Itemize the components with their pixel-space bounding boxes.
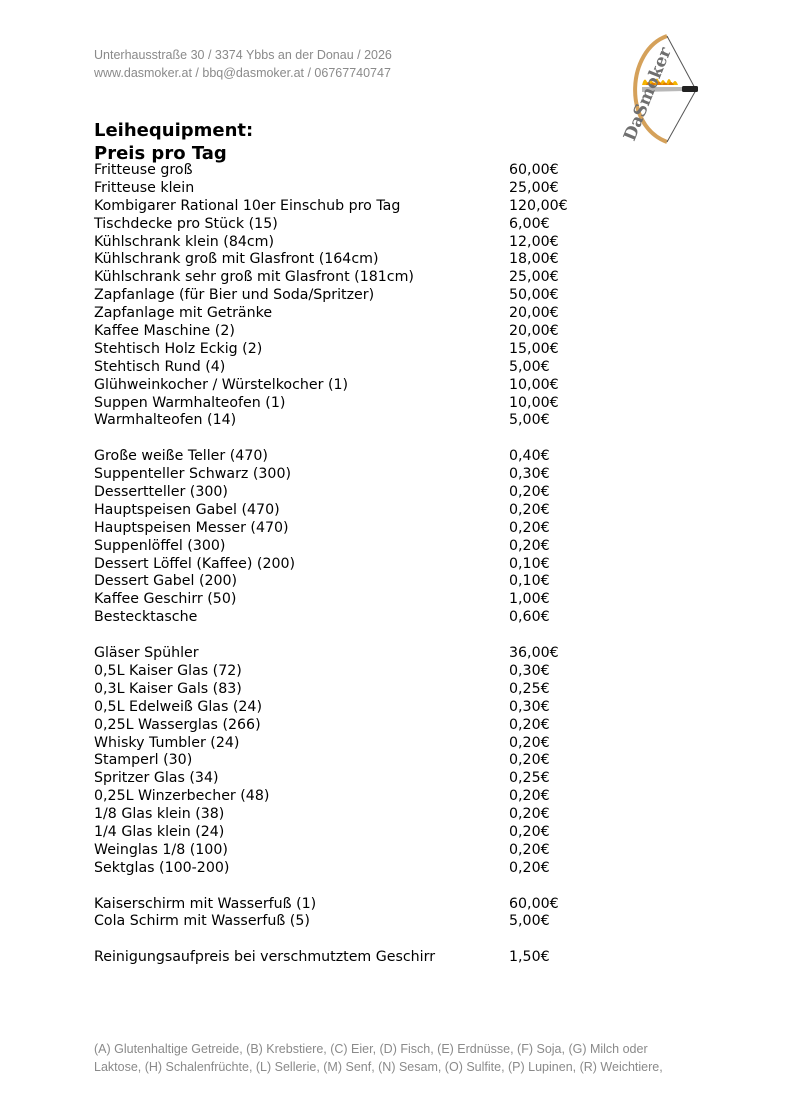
item-price: 1,00€: [509, 591, 550, 608]
logo-graphic: [612, 30, 712, 150]
item-price: 0,60€: [509, 609, 550, 626]
item-price: 0,20€: [509, 501, 550, 518]
item-label: Kaffee Geschirr (50): [94, 591, 237, 608]
item-label: Große weiße Teller (470): [94, 448, 268, 465]
price-row: [94, 788, 614, 806]
contact-line: www.dasmoker.at / bbq@dasmoker.at / 06767740747: [94, 66, 391, 80]
item-price: 15,00€: [509, 340, 559, 357]
item-price: 36,00€: [509, 645, 559, 662]
price-section: [94, 949, 614, 967]
item-price: 0,40€: [509, 448, 550, 465]
item-label: Glühweinkocher / Würstelkocher (1): [94, 376, 349, 393]
item-label: 1/8 Glas klein (38): [94, 806, 225, 823]
price-row: [94, 752, 614, 770]
item-price: 60,00€: [509, 895, 559, 912]
price-row: [94, 377, 614, 395]
item-label: Stamperl (30): [94, 752, 193, 769]
item-price: 0,20€: [509, 716, 550, 733]
item-label: Warmhalteofen (14): [94, 412, 237, 429]
item-label: Kühlschrank klein (84cm): [94, 233, 275, 250]
item-label: Suppenlöffel (300): [94, 537, 226, 554]
price-row: [94, 412, 614, 430]
item-price: 0,30€: [509, 698, 550, 715]
item-label: Kaiserschirm mit Wasserfuß (1): [94, 895, 317, 912]
price-row: [94, 573, 614, 591]
price-section: [94, 448, 614, 627]
item-label: Weinglas 1/8 (100): [94, 841, 228, 858]
item-price: 0,25€: [509, 680, 550, 697]
item-label: Cola Schirm mit Wasserfuß (5): [94, 913, 310, 930]
item-label: Zapfanlage mit Getränke: [94, 305, 273, 322]
header-address-block: [94, 46, 392, 82]
item-price: 10,00€: [509, 394, 559, 411]
price-row: [94, 556, 614, 574]
price-row: [94, 913, 614, 931]
price-row: [94, 180, 614, 198]
address-line: Unterhausstraße 30 / 3374 Ybbs an der Donau / 2026: [94, 48, 392, 62]
price-row: [94, 663, 614, 681]
price-row: [94, 520, 614, 538]
item-label: Stehtisch Holz Eckig (2): [94, 340, 263, 357]
price-row: [94, 287, 614, 305]
item-label: 0,25L Winzerbecher (48): [94, 788, 270, 805]
price-row: [94, 735, 614, 753]
item-label: Dessert Gabel (200): [94, 573, 238, 590]
price-row: [94, 681, 614, 699]
dasmoker-logo: [612, 30, 712, 150]
item-label: Tischdecke pro Stück (15): [94, 215, 278, 232]
item-price: 0,20€: [509, 484, 550, 501]
price-row: [94, 860, 614, 878]
price-row: [94, 609, 614, 627]
price-row: [94, 770, 614, 788]
item-label: Suppen Warmhalteofen (1): [94, 394, 286, 411]
item-price: 0,30€: [509, 466, 550, 483]
item-price: 0,20€: [509, 537, 550, 554]
item-label: Kühlschrank sehr groß mit Glasfront (181cm): [94, 269, 414, 286]
item-label: Bestecktasche: [94, 609, 198, 626]
item-label: Hauptspeisen Messer (470): [94, 519, 289, 536]
item-label: 0,5L Edelweiß Glas (24): [94, 698, 262, 715]
item-label: Gläser Spühler: [94, 645, 199, 662]
price-row: [94, 842, 614, 860]
price-row: [94, 538, 614, 556]
item-price: 6,00€: [509, 215, 550, 232]
item-label: Kombigarer Rational 10er Einschub pro Tag: [94, 197, 401, 214]
price-row: [94, 466, 614, 484]
price-row: [94, 502, 614, 520]
item-price: 10,00€: [509, 376, 559, 393]
price-row: [94, 824, 614, 842]
item-price: 0,20€: [509, 519, 550, 536]
item-label: 0,25L Wasserglas (266): [94, 716, 261, 733]
allergen-footer: [94, 1040, 714, 1076]
item-label: 0,5L Kaiser Glas (72): [94, 662, 242, 679]
item-price: 0,30€: [509, 662, 550, 679]
logo-text: DaSmoker: [620, 44, 676, 144]
item-price: 0,20€: [509, 806, 550, 823]
item-price: 25,00€: [509, 179, 559, 196]
price-row: [94, 717, 614, 735]
item-price: 60,00€: [509, 162, 559, 178]
price-row: [94, 198, 614, 216]
item-price: 12,00€: [509, 233, 559, 250]
price-row: [94, 448, 614, 466]
item-label: Dessertteller (300): [94, 484, 228, 501]
price-row: [94, 305, 614, 323]
price-row: [94, 234, 614, 252]
price-row: [94, 949, 614, 967]
price-row: [94, 269, 614, 287]
item-price: 0,20€: [509, 841, 550, 858]
price-row: [94, 484, 614, 502]
item-price: 0,25€: [509, 770, 550, 787]
price-list: [94, 162, 614, 985]
item-price: 18,00€: [509, 251, 559, 268]
item-price: 0,20€: [509, 823, 550, 840]
price-row: [94, 341, 614, 359]
bow-string-lower: [667, 90, 696, 142]
bow-string-upper: [667, 36, 696, 90]
item-label: Fritteuse klein: [94, 179, 195, 196]
allergen-line-1: (A) Glutenhaltige Getreide, (B) Krebstiere, (C) Eier, (D) Fisch, (E) Erdnüsse, (F) Soja, (G) Milch oder: [94, 1042, 648, 1056]
item-label: Sektglas (100-200): [94, 859, 230, 876]
item-label: Spritzer Glas (34): [94, 770, 219, 787]
item-price: 0,20€: [509, 734, 550, 751]
item-price: 1,50€: [509, 949, 550, 966]
price-row: [94, 251, 614, 269]
price-row: [94, 216, 614, 234]
item-label: Suppenteller Schwarz (300): [94, 466, 292, 483]
price-row: [94, 699, 614, 717]
price-row: [94, 806, 614, 824]
item-price: 0,20€: [509, 752, 550, 769]
item-label: Kaffee Maschine (2): [94, 323, 235, 340]
item-price: 0,10€: [509, 555, 550, 572]
page-title: [94, 119, 253, 165]
item-label: Hauptspeisen Gabel (470): [94, 501, 280, 518]
price-row: [94, 645, 614, 663]
item-label: Zapfanlage (für Bier und Soda/Spritzer): [94, 287, 375, 304]
item-label: Kühlschrank groß mit Glasfront (164cm): [94, 251, 379, 268]
title-line-1: Leihequipment:: [94, 120, 254, 141]
price-row: [94, 323, 614, 341]
item-price: 120,00€: [509, 197, 568, 214]
item-price: 20,00€: [509, 323, 559, 340]
price-row: [94, 359, 614, 377]
item-label: Whisky Tumbler (24): [94, 734, 240, 751]
item-price: 20,00€: [509, 305, 559, 322]
price-row: [94, 395, 614, 413]
title-line-2: Preis pro Tag: [94, 143, 227, 164]
item-label: Stehtisch Rund (4): [94, 358, 226, 375]
item-price: 0,20€: [509, 788, 550, 805]
price-row: [94, 896, 614, 914]
price-section: [94, 162, 614, 430]
item-price: 5,00€: [509, 358, 550, 375]
price-section: [94, 896, 614, 932]
item-price: 25,00€: [509, 269, 559, 286]
item-price: 0,10€: [509, 573, 550, 590]
price-row: [94, 162, 614, 180]
allergen-line-2: Laktose, (H) Schalenfrüchte, (L) Sellerie, (M) Senf, (N) Sesam, (O) Sulfite, (P) Lupinen, (R) Weichtiere,: [94, 1060, 663, 1074]
item-price: 0,20€: [509, 859, 550, 876]
item-label: Fritteuse groß: [94, 162, 193, 178]
item-price: 5,00€: [509, 913, 550, 930]
item-label: Dessert Löffel (Kaffee) (200): [94, 555, 296, 572]
item-label: 1/4 Glas klein (24): [94, 823, 225, 840]
item-label: 0,3L Kaiser Gals (83): [94, 680, 242, 697]
item-price: 5,00€: [509, 412, 550, 429]
price-row: [94, 591, 614, 609]
item-label: Reinigungsaufpreis bei verschmutztem Geschirr: [94, 949, 436, 966]
price-section: [94, 645, 614, 878]
item-price: 50,00€: [509, 287, 559, 304]
